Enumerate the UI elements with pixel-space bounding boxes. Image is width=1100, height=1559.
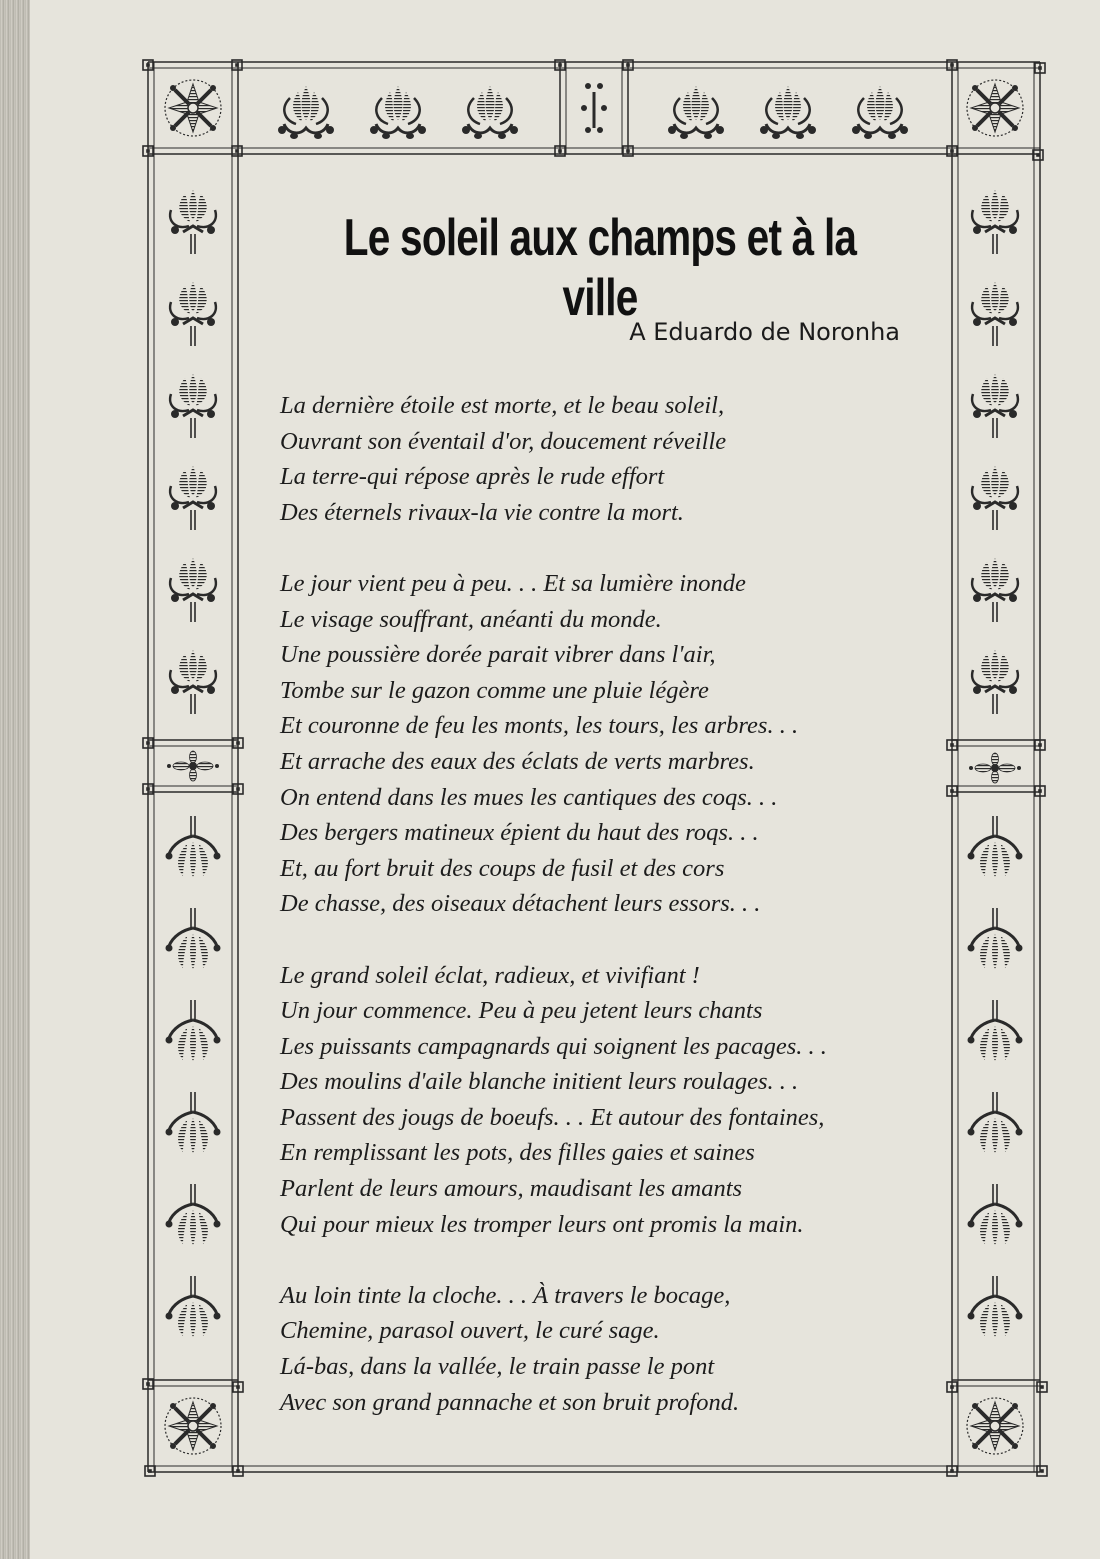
verse-line: Le grand soleil éclat, radieux, et vivifiant ! [280, 961, 700, 989]
verse-line: Des moulins d'aile blanche initient leurs roulages. . . [280, 1068, 799, 1096]
verse-line: Le jour vient peu à peu. . . Et sa lumière inonde [280, 569, 746, 597]
poem-body [280, 388, 940, 1456]
stanza-2 [280, 566, 940, 922]
poem-title: Le soleil aux champs et à la ville [343, 209, 857, 327]
verse-line: Une poussière dorée parait vibrer dans l'air, [280, 641, 716, 669]
verse-line: On entend dans les mues les cantiques des coqs. . . [280, 783, 778, 811]
stanza-1 [280, 388, 940, 530]
dedication: A Eduardo de Noronha [629, 318, 900, 346]
verse-line: Lá-bas, dans la vallée, le train passe le pont [280, 1353, 715, 1381]
verse-line: De chasse, des oiseaux détachent leurs essors. . . [280, 890, 761, 918]
verse-line: Avec son grand pannache et son bruit profond. [280, 1388, 740, 1416]
verse-line: Passent des jougs de boeufs. . . Et autour des fontaines, [280, 1103, 825, 1131]
verse-line: La terre-qui répose après le rude effort [280, 463, 665, 491]
verse-line: Et, au fort bruit des coups de fusil et des cors [280, 854, 725, 882]
verse-line: Parlent de leurs amours, maudisant les amants [280, 1175, 743, 1203]
verse-line: Le visage souffrant, anéanti du monde. [280, 605, 662, 633]
verse-line: Un jour commence. Peu à peu jetent leurs chants [280, 997, 763, 1025]
center-knot-icon [581, 83, 607, 133]
verse-line: Les puissants campagnards qui soignent les pacages. . . [280, 1032, 827, 1060]
verse-line: Au loin tinte la cloche. . . À travers le bocage, [280, 1281, 731, 1309]
verse-line: Qui pour mieux les tromper leurs ont promis la main. [280, 1210, 804, 1238]
verse-line: Chemine, parasol ouvert, le curé sage. [280, 1317, 660, 1345]
verse-line: Ouvrant son éventail d'or, doucement réveille [280, 427, 727, 455]
verse-line: En remplissant les pots, des filles gaies et saines [280, 1139, 755, 1167]
verse-line: Des bergers matineux épient du haut des roqs. . . [280, 819, 759, 847]
verse-line: Des éternels rivaux-la vie contre la mort. [280, 498, 684, 526]
stanza-3 [280, 958, 940, 1243]
verse-line: Et couronne de feu les monts, les tours, les arbres. . . [280, 712, 799, 740]
verse-line: La dernière étoile est morte, et le beau soleil, [280, 392, 725, 419]
verse-line: Et arrache des eaux des éclats de verts marbres. [280, 747, 755, 775]
verse-line: Tombe sur le gazon comme une pluie légère [280, 676, 709, 704]
stanza-4 [280, 1278, 940, 1420]
